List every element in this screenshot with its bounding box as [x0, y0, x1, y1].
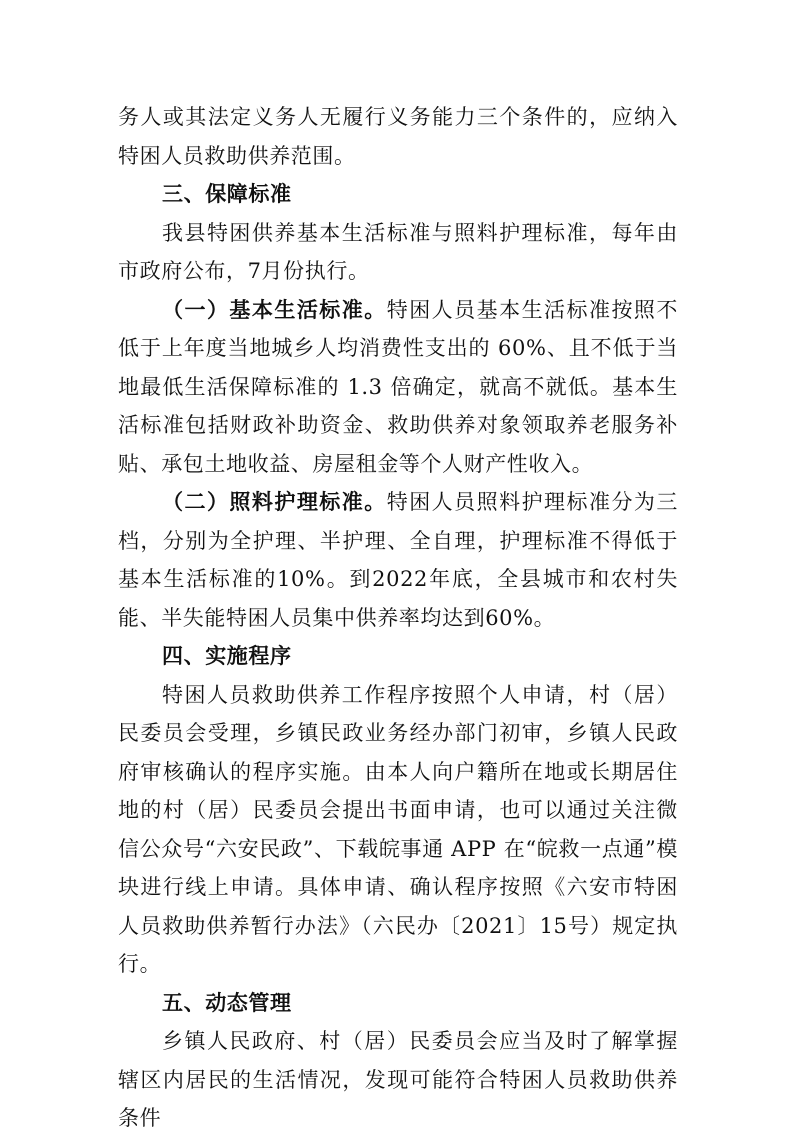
paragraph-procedure: 特困人员救助供养工作程序按照个人申请，村（居）民委员会受理，乡镇民政业务经办部门初审，乡镇人民政府审核确认的程序实施。由本人向户籍所在地或长期居住地的村（居）民委员会提出书面申请，也可以通过关注微信公众号“六安民政”、下载皖事通 APP 在“皖救一点通”模块进行线上申请。具体申请、确认程序按照《六安市特困人员救助供养暂行办法》（六民办〔2021〕15号）规定执行。	[118, 682, 678, 976]
subsection-text-basic-living: 特困人员基本生活标准按照不低于上年度当地城乡人均消费性支出的 60%、且不低于当地最低生活保障标准的 1.3 倍确定，就高不就低。基本生活标准包括财政补助资金、救助供养对象领取养老服务补贴、承包土地收益、房屋租金等个人财产性收入。	[118, 297, 678, 476]
paragraph-care-standard	[118, 483, 678, 637]
section-heading-guarantee-standards: 三、保障标准	[162, 182, 292, 206]
subsection-lead-care: （二）照料护理标准。	[162, 489, 387, 514]
paragraph-standards-intro: 我县特困供养基本生活标准与照料护理标准，每年由市政府公布，7月份执行。	[118, 220, 678, 283]
paragraph-dynamic-management: 乡镇人民政府、村（居）民委员会应当及时了解掌握辖区内居民的生活情况，发现可能符合特困人员救助供养条件	[118, 1029, 678, 1130]
section-heading-implementation-procedure: 四、实施程序	[162, 644, 292, 668]
paragraph-continuation: 务人或其法定义务人无履行义务能力三个条件的，应纳入特困人员救助供养范围。	[118, 105, 678, 168]
paragraph-basic-living-standard	[118, 291, 678, 484]
subsection-text-care: 特困人员照料护理标准分为三档，分别为全护理、半护理、全自理，护理标准不得低于基本生活标准的10%。到2022年底，全县城市和农村失能、半失能特困人员集中供养率均达到60%。	[118, 490, 678, 630]
subsection-lead-basic-living: （一）基本生活标准。	[162, 296, 387, 322]
document-body	[118, 98, 678, 1138]
section-heading-dynamic-management: 五、动态管理	[162, 990, 292, 1015]
